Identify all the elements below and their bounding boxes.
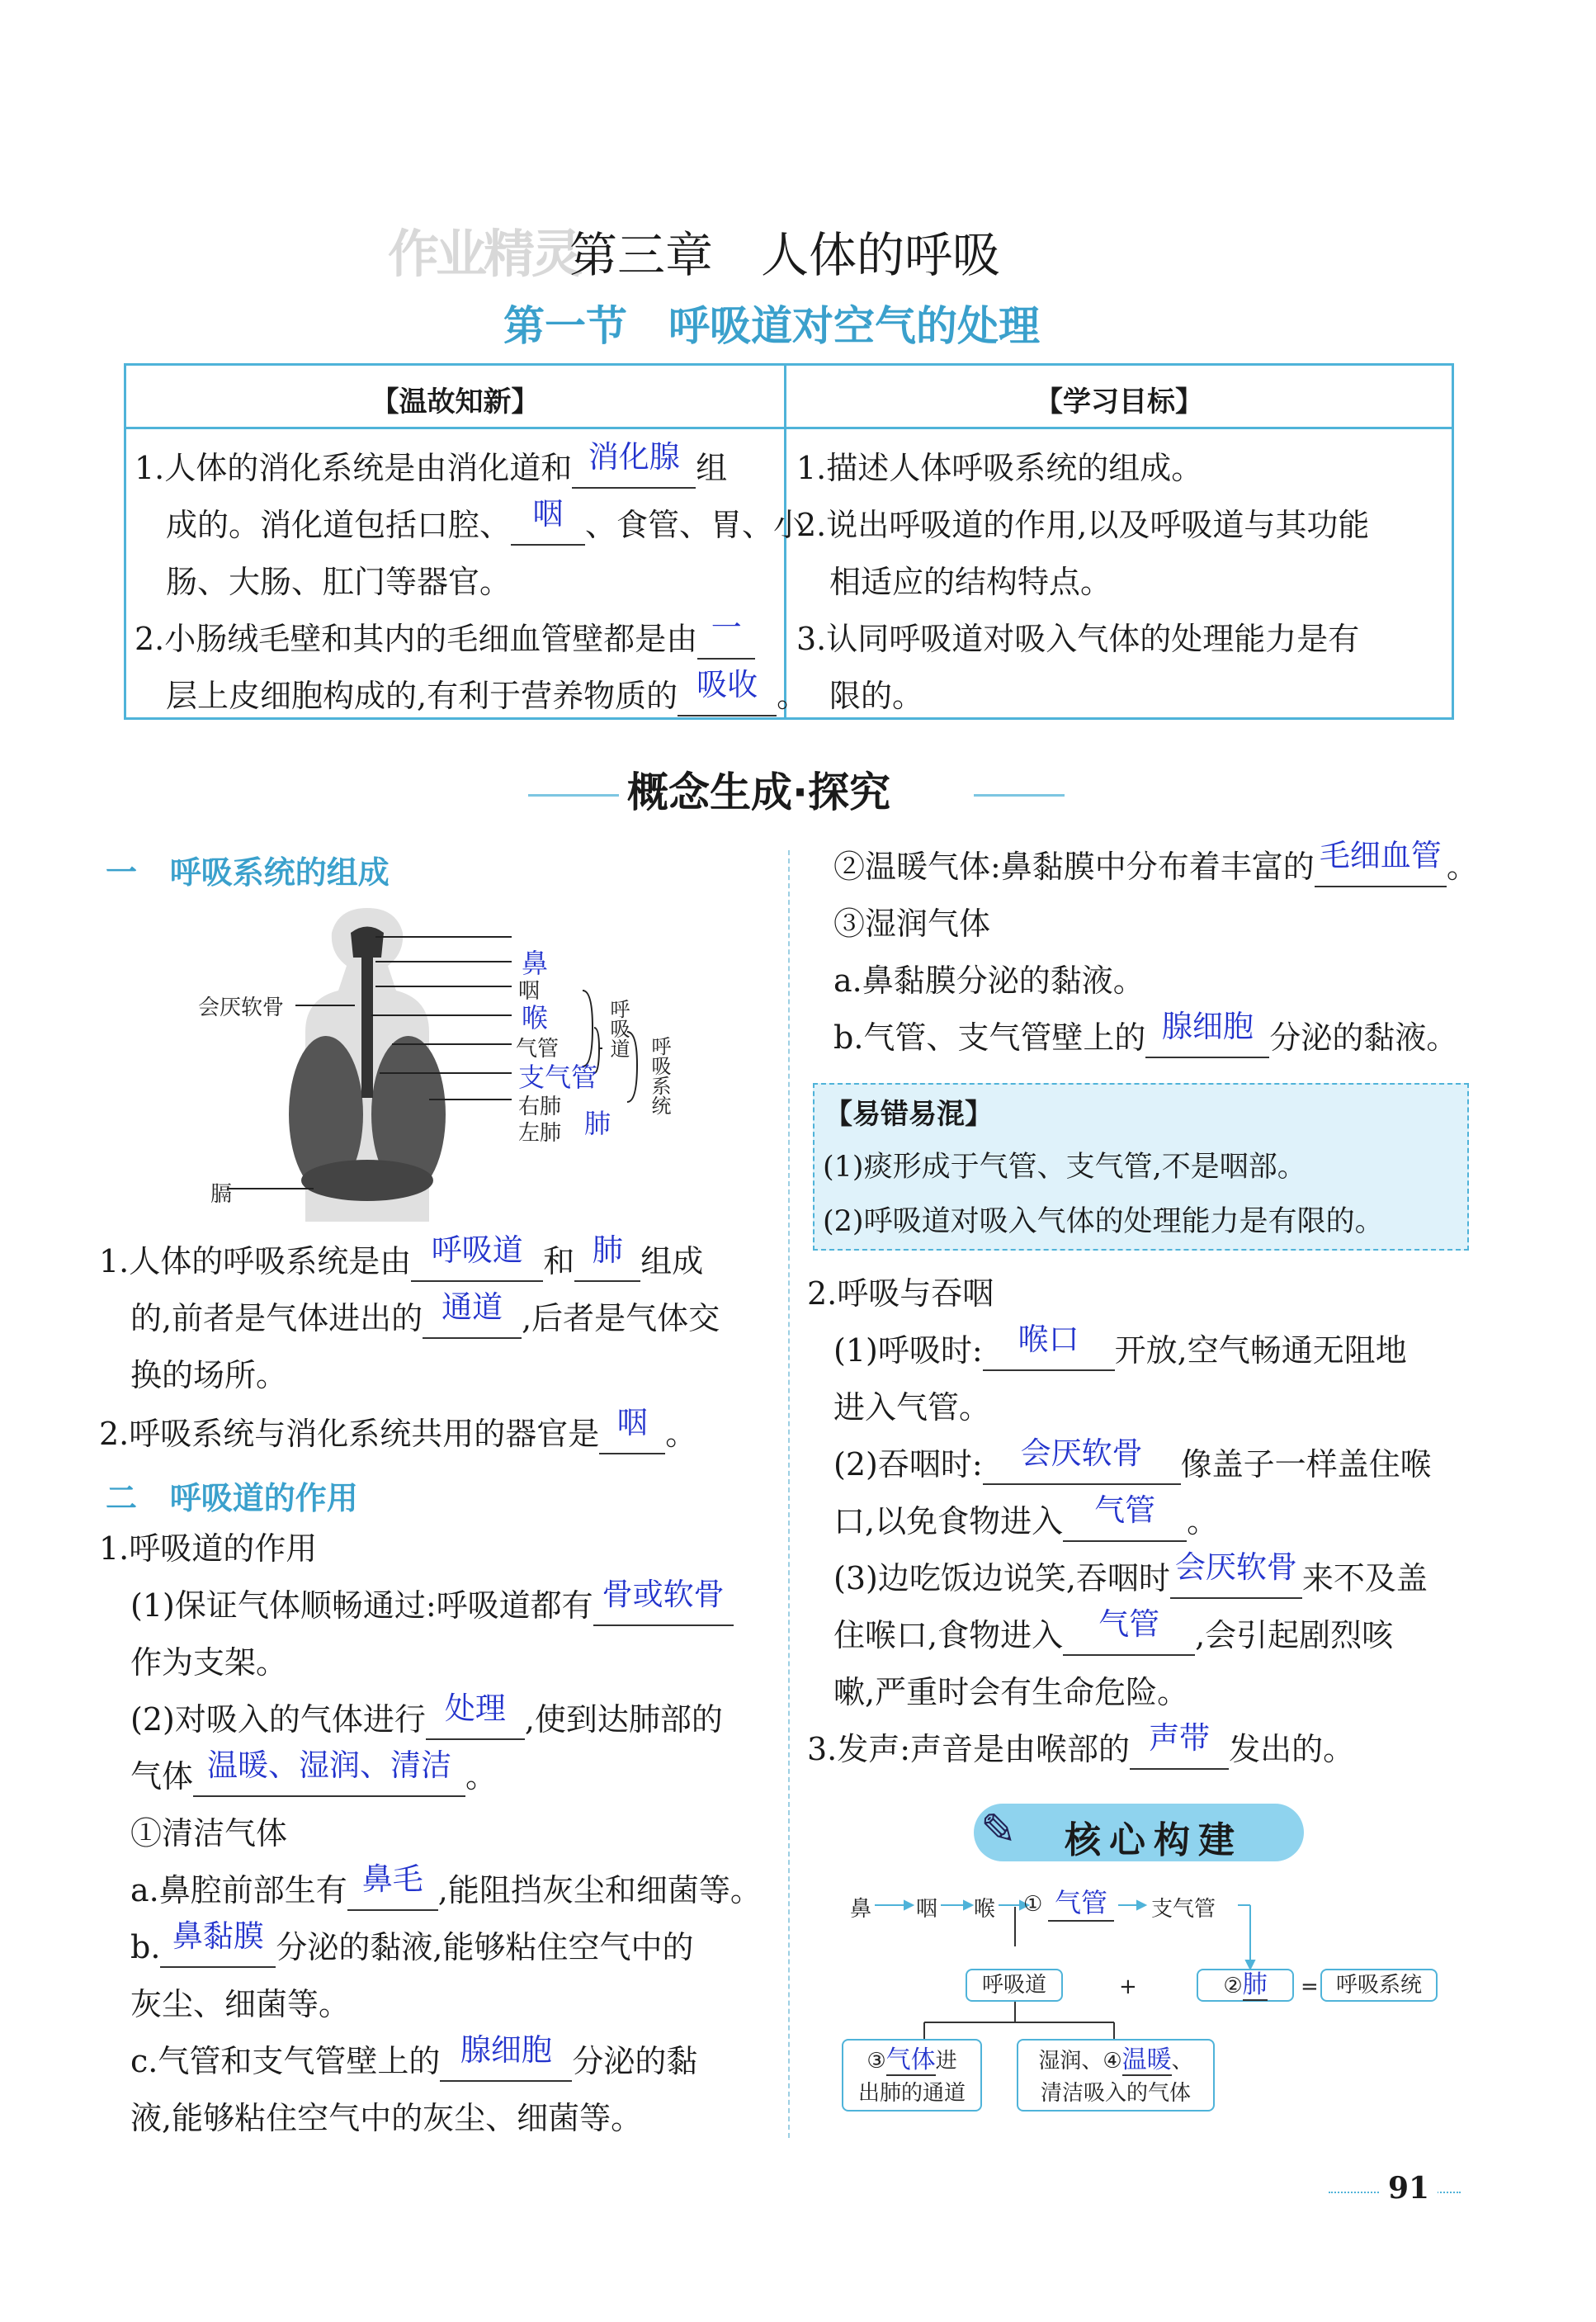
- question: 1.人体的呼吸系统是由 呼吸道 和 肺 组成: [99, 1233, 703, 1290]
- label-lung: 肺: [584, 1108, 611, 1139]
- answer: 喉口: [1018, 1322, 1079, 1357]
- goals-header: 【学习目标】: [1035, 385, 1203, 419]
- answer: 肺: [592, 1232, 623, 1268]
- text-line: ③湿润气体: [833, 906, 991, 942]
- answer: 腺细胞: [460, 2032, 552, 2068]
- label-larynx: 喉: [522, 1002, 549, 1033]
- section-title: 第一节 呼吸道对空气的处理: [503, 302, 1040, 350]
- label-nose: 鼻: [522, 948, 549, 979]
- core-banner: [974, 1804, 1304, 1861]
- error-title: 【易错易混】: [824, 1098, 993, 1131]
- review-header: 【温故知新】: [371, 385, 540, 419]
- label-epiglottis: 会厌软骨: [198, 995, 285, 1020]
- question: (1)呼吸时: 喉口 开放,空气畅通无阻地: [833, 1322, 1407, 1379]
- map-nose: 鼻: [850, 1897, 872, 1922]
- question: b.气管、支气管壁上的 腺细胞 分泌的黏液。: [833, 1010, 1457, 1066]
- map-larynx: 喉: [974, 1897, 996, 1922]
- watermark: 作业精灵: [388, 224, 580, 284]
- map-n1: ①: [1023, 1892, 1043, 1917]
- answer: 声带: [1149, 1720, 1211, 1756]
- map-answer-1: 气管: [1048, 1882, 1114, 1922]
- goal-item: 3.认同呼吸道对吸入气体的处理能力是有: [796, 621, 1360, 657]
- map-plus: +: [1119, 1974, 1137, 1999]
- label-diaphragm: 膈: [210, 1182, 233, 1207]
- question: c.气管和支气管壁上的 腺细胞 分泌的黏: [130, 2033, 697, 2090]
- section-heading: 二 呼吸道的作用: [106, 1480, 358, 1516]
- review-item: 1.人体的消化系统是由消化道和 消化腺 组: [135, 440, 727, 497]
- question: 3.发声:声音是由喉部的 声带 发出的。: [807, 1721, 1354, 1778]
- error-item: (1)痰形成于气管、支气管,不是咽部。: [823, 1151, 1306, 1184]
- answer: 温暖、湿润、清洁: [207, 1747, 452, 1783]
- text-line: 嗽,严重时会有生命危险。: [833, 1674, 1189, 1710]
- review-item: 2.小肠绒毛壁和其内的毛细血管壁都是由 一: [135, 611, 755, 668]
- label-pharynx: 咽: [518, 979, 541, 1004]
- review-item: 成的。消化道包括口腔、 咽 、食管、胃、小: [166, 497, 805, 554]
- answer: 一: [711, 610, 742, 646]
- question: (1)保证气体顺畅通过:呼吸道都有 骨或软骨: [130, 1577, 734, 1634]
- question: (3)边吃饭边说笑,吞咽时 会厌软骨 来不及盖: [833, 1550, 1428, 1607]
- answer: 吸收: [696, 667, 758, 702]
- answer: 鼻毛: [361, 1861, 423, 1897]
- respiratory-figure: [190, 908, 701, 1222]
- text-line: 液,能够粘住空气中的灰尘、细菌等。: [130, 2100, 643, 2136]
- chapter-title: 第三章 人体的呼吸: [569, 227, 1001, 283]
- answer: 消化腺: [588, 439, 680, 475]
- label-right-lung: 右肺: [518, 1095, 562, 1119]
- banner-ornament-right: [974, 794, 1065, 797]
- review-item: 肠、大肠、肛门等器官。: [166, 564, 512, 600]
- goal-item: 1.描述人体呼吸系统的组成。: [796, 450, 1203, 486]
- map-bronchi: 支气管: [1151, 1897, 1216, 1922]
- label-trachea: 气管: [516, 1037, 560, 1062]
- map-box-passage: ③气体进 出肺的通道: [842, 2039, 982, 2112]
- answer: 鼻黏膜: [172, 1918, 264, 1954]
- answer: 咽: [616, 1405, 648, 1440]
- answer: 气管: [1094, 1492, 1156, 1528]
- answer: 咽: [532, 496, 564, 532]
- text-line: 进入气管。: [833, 1389, 991, 1426]
- text-line: ①清洁气体: [130, 1815, 288, 1851]
- answer: 会厌软骨: [1174, 1549, 1297, 1585]
- map-box-function: 湿润、④温暖、 清洁吸入的气体: [1017, 2039, 1215, 2112]
- goal-item: 限的。: [829, 678, 924, 714]
- question: 住喉口,食物进入 气管 ,会引起剧烈咳: [833, 1607, 1393, 1664]
- core-title: 核心构建: [1065, 1819, 1243, 1861]
- answer: 呼吸道: [431, 1232, 523, 1268]
- question: (2)对吸入的气体进行 处理 ,使到达肺部的: [130, 1691, 723, 1748]
- concept-map: [825, 1874, 1469, 2146]
- label-respiratory-system: 呼吸系统: [648, 1036, 671, 1115]
- label-bronchi: 支气管: [518, 1062, 598, 1093]
- answer: 腺细胞: [1161, 1009, 1254, 1044]
- intro-table: [124, 363, 1454, 720]
- text-line: 2.呼吸与吞咽: [807, 1275, 994, 1312]
- banner-title: 概念生成·探究: [627, 768, 890, 816]
- question: 气体 温暖、湿润、清洁 。: [130, 1748, 497, 1805]
- answer: 气管: [1098, 1606, 1160, 1642]
- book-icon: ✎: [980, 1805, 1017, 1855]
- label-respiratory-tract: 呼吸道: [607, 999, 630, 1058]
- column-divider: [788, 850, 790, 2138]
- map-box-lung: ②肺: [1197, 1969, 1294, 2002]
- text-line: a.鼻黏膜分泌的黏液。: [833, 962, 1145, 999]
- question: 2.呼吸系统与消化系统共用的器官是 咽 。: [99, 1406, 696, 1463]
- question: 换的场所。: [130, 1357, 288, 1393]
- question: ②温暖气体:鼻黏膜中分布着丰富的 毛细血管 。: [833, 839, 1478, 896]
- page-number: 91: [1380, 2171, 1438, 2206]
- goal-item: 2.说出呼吸道的作用,以及呼吸道与其功能: [796, 507, 1370, 543]
- error-box: [813, 1083, 1469, 1251]
- text-line: 灰尘、细菌等。: [130, 1986, 351, 2022]
- map-pharynx: 咽: [916, 1897, 938, 1922]
- banner-ornament-left: [528, 794, 619, 797]
- question: 口,以免食物进入 气管 。: [833, 1493, 1218, 1550]
- question: a.鼻腔前部生有 鼻毛 ,能阻挡灰尘和细菌等。: [130, 1862, 762, 1919]
- question: b. 鼻黏膜 分泌的黏液,能够粘住空气中的: [130, 1919, 694, 1976]
- map-box-tract: 呼吸道: [966, 1969, 1063, 2002]
- section-heading: 一 呼吸系统的组成: [106, 854, 390, 891]
- answer: 处理: [444, 1691, 506, 1726]
- question: 的,前者是气体进出的 通道 ,后者是气体交: [130, 1290, 720, 1347]
- answer: 毛细血管: [1319, 838, 1442, 873]
- answer: 通道: [441, 1289, 503, 1325]
- question: (2)吞咽时: 会厌软骨 像盖子一样盖住喉: [833, 1436, 1432, 1493]
- answer: 会厌软骨: [1020, 1435, 1143, 1471]
- goal-item: 相适应的结构特点。: [829, 564, 1112, 600]
- label-left-lung: 左肺: [518, 1121, 562, 1146]
- review-item: 层上皮细胞构成的,有利于营养物质的 吸收 。: [166, 668, 808, 725]
- text-line: 1.呼吸道的作用: [99, 1530, 318, 1567]
- map-box-system: 呼吸系统: [1320, 1969, 1438, 2002]
- map-equals: =: [1301, 1974, 1319, 1999]
- answer: 骨或软骨: [602, 1577, 725, 1612]
- text-line: 作为支架。: [130, 1644, 288, 1681]
- error-item: (2)呼吸道对吸入气体的处理能力是有限的。: [823, 1205, 1384, 1238]
